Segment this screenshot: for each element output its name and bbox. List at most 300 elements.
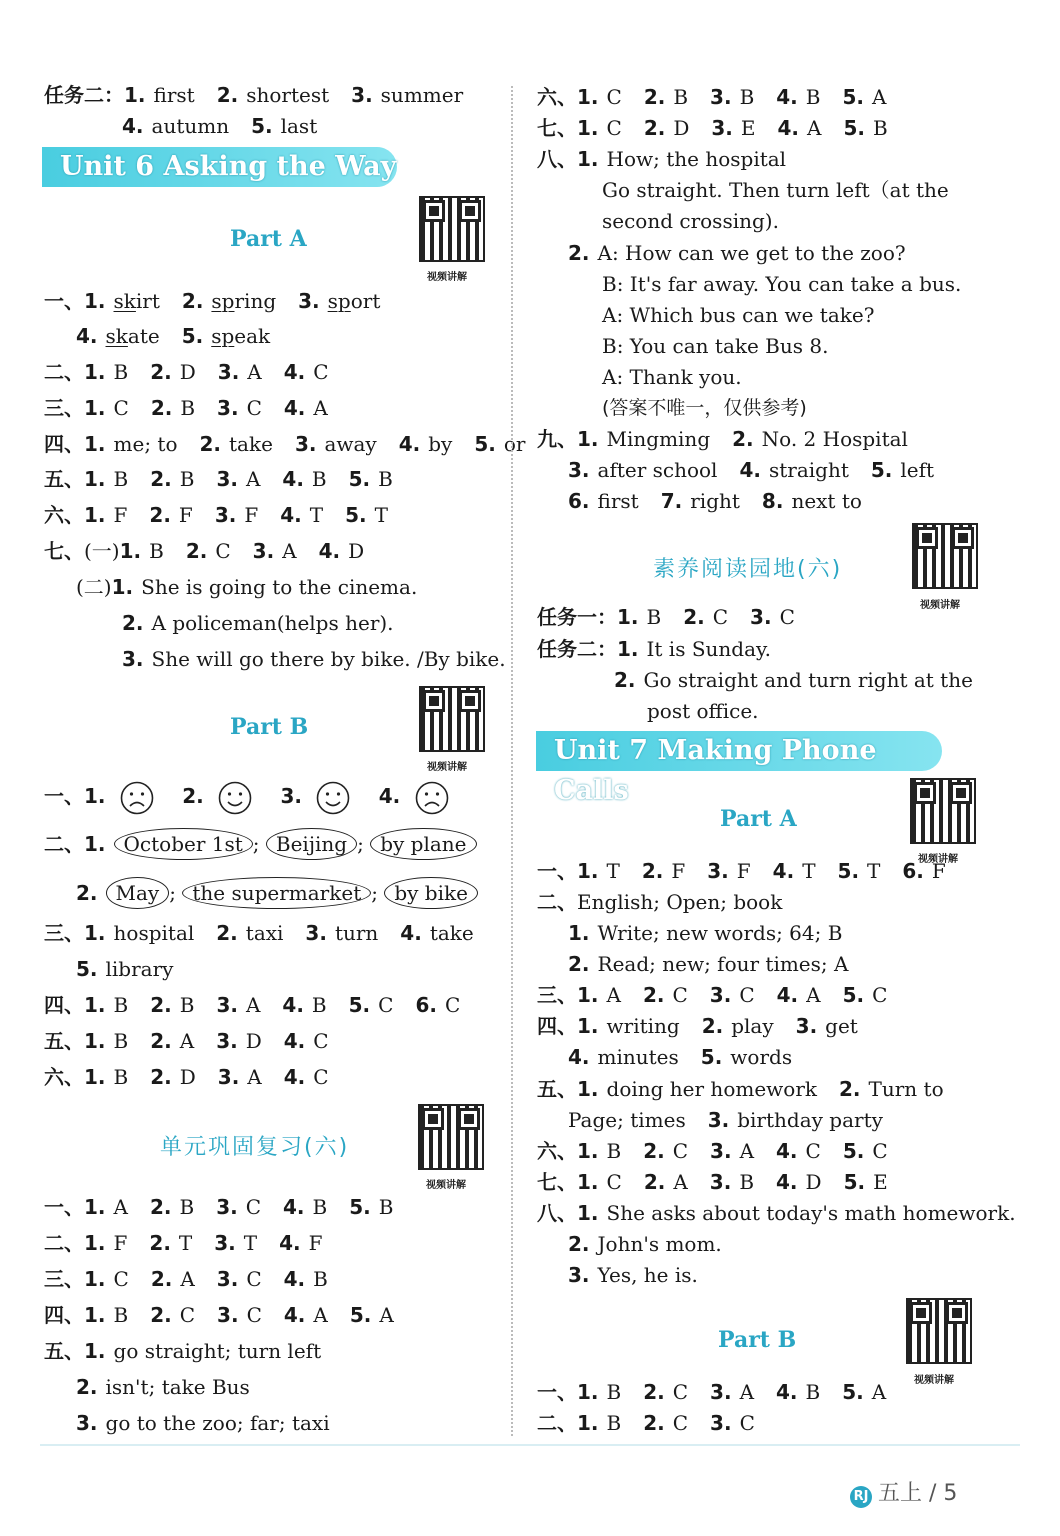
answer-row: 3. go to the zoo; far; taxi [76, 1411, 330, 1435]
answer-row [537, 858, 946, 884]
item-number: 2. [150, 1065, 172, 1089]
answer-row [537, 115, 888, 141]
item-answer: T [606, 859, 620, 883]
item-answer: F [931, 859, 946, 883]
answer-row [44, 395, 328, 421]
answer-row [44, 1266, 328, 1292]
item-answer: D [805, 1170, 822, 1194]
item-number: 5. [842, 85, 864, 109]
answer-row: 一、1. skirt 2. spring 3. sport [44, 289, 381, 313]
item-answer: E [740, 116, 756, 140]
qr-caption: 视频讲解 [426, 1180, 466, 1191]
item-answer: F [671, 859, 686, 883]
item-answer: T [178, 1231, 193, 1255]
item-answer: B [179, 1195, 195, 1219]
sad-face-icon [415, 781, 449, 815]
qr-caption: 视频讲解 [427, 272, 467, 283]
item-answer: C [113, 1267, 129, 1291]
item-answer: T [243, 1231, 258, 1255]
item-number: 2. [641, 859, 664, 883]
section-label: 三、 [537, 983, 577, 1007]
item-number: 4. [280, 503, 302, 527]
item-answer: B [179, 993, 195, 1017]
answer-row [44, 502, 388, 528]
item-number: 1. [577, 85, 599, 109]
item-answer: B [113, 1029, 129, 1053]
item-number: 5. [349, 1303, 372, 1327]
section-label: 二、 [44, 1231, 84, 1255]
item-answer: C [179, 1303, 196, 1327]
item-number: 3. [217, 360, 240, 384]
item-number: 4. [283, 1029, 306, 1053]
answer-row: 2. John's mom. [568, 1232, 722, 1256]
answer-row: 2. Read; new; four times; A [568, 952, 849, 976]
item-number: 4. [776, 983, 799, 1007]
item-number: 4. [772, 859, 795, 883]
item-number: 3. [710, 85, 732, 109]
answer-row: 5. library [76, 957, 174, 981]
item-answer: A [673, 1170, 688, 1194]
task-label: 任务二： [44, 83, 124, 107]
answer-line: B: You can take Bus 8. [602, 334, 829, 358]
item-answer: B [179, 467, 195, 491]
item-answer: B [739, 85, 755, 109]
item-number: 3. [710, 1380, 732, 1404]
circled-answer: Beijing [266, 828, 357, 860]
item-answer: B [311, 467, 327, 491]
item-number: 5. [843, 1170, 866, 1194]
item-number: 2. [149, 1195, 172, 1219]
item-number: 3. [216, 993, 238, 1017]
left-task2-line2: 4. autumn 5. last [122, 114, 318, 138]
item-answer: C [739, 983, 755, 1007]
item-number: 2. [199, 432, 222, 456]
item-number: 4. [279, 1231, 301, 1255]
circled-answer: by plane [370, 828, 476, 860]
answer-line: post office. [647, 699, 759, 723]
item-answer: A [379, 1303, 394, 1327]
item-number: 4. [777, 116, 800, 140]
item-answer: D [179, 360, 196, 384]
answer-row: 五、1. doing her homework 2. Turn to [537, 1077, 944, 1101]
answer-note: (答案不唯一，仅供参考) [602, 397, 807, 419]
item-answer: B [805, 1380, 821, 1404]
item-answer: A [807, 116, 822, 140]
item-answer: B [378, 1195, 394, 1219]
item-answer: B [311, 993, 327, 1017]
answer-row: 2. isn't; take Bus [76, 1375, 250, 1399]
item-number: 1. [84, 1231, 106, 1255]
item-answer: F [308, 1231, 323, 1255]
section-label: 二、 [44, 360, 84, 384]
item-answer: by [428, 432, 453, 456]
item-answer: F [244, 503, 259, 527]
item-answer: B [606, 1411, 622, 1435]
item-number: 4. [776, 85, 798, 109]
item-answer: C [246, 1303, 262, 1327]
answer-row: 二、English; Open; book [537, 890, 783, 914]
reading-heading: 素养阅读园地(六) [653, 557, 843, 582]
answer-row: 四、1. writing 2. play 3. get [537, 1014, 858, 1038]
item-answer: B [180, 396, 196, 420]
item-answer: B [606, 1380, 622, 1404]
answer-row: 4. minutes 5. words [568, 1045, 793, 1069]
item-answer: away [324, 432, 377, 456]
item-number: 1. [84, 1065, 106, 1089]
item-answer: A [872, 85, 887, 109]
item-answer: or [503, 432, 526, 456]
answer-row: 八、1. How; the hospital [537, 147, 787, 171]
item-answer: A [739, 1380, 755, 1404]
circled-answer: the supermarket [182, 877, 371, 909]
item-number: 2. [149, 1231, 171, 1255]
item-number: 4. [283, 1065, 306, 1089]
part-a-heading: Part A [720, 806, 797, 832]
answer-line: second crossing). [602, 209, 779, 233]
item-answer: C [672, 1139, 689, 1163]
item-number: 2. [150, 993, 172, 1017]
item-answer: C [444, 993, 461, 1017]
item-answer: A [313, 396, 328, 420]
section-label: 七、 [537, 1170, 577, 1194]
item-number: 2. [149, 503, 171, 527]
item-number: 1. [84, 360, 106, 384]
item-number: 5. [842, 983, 865, 1007]
item-number: 1. [84, 1303, 106, 1327]
qr-caption: 视频讲解 [914, 1375, 954, 1386]
section-label: 六、 [44, 503, 84, 527]
qr-caption: 视频讲解 [920, 600, 960, 611]
item-number: 1. [84, 467, 106, 491]
edition-badge: RJ [850, 1486, 872, 1508]
item-answer: T [802, 859, 816, 883]
item-answer: A [179, 1029, 195, 1053]
item-number: 3. [710, 1411, 732, 1435]
item-answer: B [606, 1139, 622, 1163]
answer-row [537, 1138, 888, 1164]
item-number: 5. [837, 859, 860, 883]
item-number: 1. [84, 503, 106, 527]
section-label: 四、 [44, 993, 84, 1017]
item-answer: C [739, 1411, 755, 1435]
item-answer: take [229, 432, 273, 456]
item-answer: B [739, 1170, 755, 1194]
answer-row [537, 1169, 888, 1195]
answer-row: 3. She will go there by bike. /By bike. [122, 647, 506, 671]
item-answer: A [806, 983, 821, 1007]
answer-row: 三、1. hospital 2. taxi 3. turn 4. take [44, 921, 474, 945]
section-label: 二、 [537, 1411, 577, 1435]
answer-line: A: Thank you. [602, 365, 742, 389]
item-answer: D [673, 116, 690, 140]
answer-row: 任务一：1. B 2. C 3. C [537, 605, 795, 629]
answer-row: 2. Go straight and turn right at the [614, 668, 973, 692]
item-answer: B [378, 467, 393, 491]
item-answer: C [672, 1380, 689, 1404]
item-answer: C [246, 396, 262, 420]
item-answer: D [245, 1029, 262, 1053]
item-answer: C [313, 1029, 329, 1053]
item-number: 3. [294, 432, 317, 456]
part-b-heading: Part B [718, 1327, 797, 1353]
item-number: 4. [283, 1195, 305, 1219]
item-answer: B [312, 1195, 328, 1219]
item-number: 2. [643, 85, 666, 109]
item-number: 5. [345, 503, 367, 527]
item-number: 1. [577, 859, 599, 883]
item-number: 3. [217, 1303, 239, 1327]
footer-rule [40, 1444, 1020, 1446]
item-answer: T [309, 503, 324, 527]
item-number: 1. [577, 116, 599, 140]
item-number: 2. [643, 116, 666, 140]
left-task2-line1: 任务二：1. first 2. shortest 3. summer [44, 83, 464, 107]
item-answer: C [606, 85, 622, 109]
item-answer: F [736, 859, 751, 883]
answer-row [44, 1064, 329, 1090]
item-answer: C [378, 993, 394, 1017]
answer-row: 2. A policeman(helps her). [122, 611, 394, 635]
item-number: 3. [214, 503, 237, 527]
qr-code-icon[interactable] [419, 196, 485, 262]
item-number: 1. [84, 1029, 106, 1053]
answer-row [44, 1028, 329, 1054]
item-answer: C [313, 1065, 329, 1089]
item-number: 2. [643, 1170, 666, 1194]
item-number: 1. [84, 1195, 106, 1219]
item-answer: D [179, 1065, 196, 1089]
unit6-banner: Unit 6 Asking the Way [42, 147, 397, 187]
answer-row: 2. A: How can we get to the zoo? [568, 241, 906, 265]
item-number: 5. [348, 467, 371, 491]
item-number: 2. [150, 360, 172, 384]
answer-line: B: It's far away. You can take a bus. [602, 272, 962, 296]
item-number: 2. [150, 467, 172, 491]
item-answer: C [113, 396, 129, 420]
section-label: 四、 [44, 432, 84, 456]
item-answer: B [113, 993, 129, 1017]
item-number: 5. [842, 1139, 865, 1163]
item-number: 6. [415, 993, 437, 1017]
answer-row [44, 1230, 323, 1256]
section-label: 五、 [44, 467, 84, 491]
section-label: 七、 [537, 116, 577, 140]
answer-row: 五、1. go straight; turn left [44, 1339, 322, 1363]
item-number: 4. [283, 396, 306, 420]
item-number: 4. [282, 993, 304, 1017]
answer-row [537, 1379, 886, 1405]
item-answer: T [374, 503, 388, 527]
item-number: 3. [214, 1231, 236, 1255]
item-number: 2. [643, 1139, 665, 1163]
item-number: 1. [577, 983, 599, 1007]
section-label: 六、 [537, 1139, 577, 1163]
answer-row [44, 431, 525, 457]
qr-code-icon[interactable] [418, 1104, 484, 1170]
item-answer: me; to [113, 432, 178, 456]
oval-row: 2. May ; the supermarket ; by bike [76, 876, 478, 910]
item-answer: A [245, 467, 261, 491]
section-label: 三、 [44, 1267, 84, 1291]
item-answer: C [606, 116, 622, 140]
item-number: 1. [577, 1170, 599, 1194]
item-number: 4. [283, 1267, 306, 1291]
item-number: 3. [710, 1139, 732, 1163]
answer-row [537, 84, 886, 110]
item-number: 1. [84, 993, 106, 1017]
item-number: 3. [217, 1065, 240, 1089]
item-number: 4. [282, 467, 304, 491]
item-number: 1. [577, 1380, 599, 1404]
item-number: 3. [216, 1195, 238, 1219]
item-number: 1. [577, 1411, 599, 1435]
item-answer: A [606, 983, 621, 1007]
item-answer: C [672, 983, 688, 1007]
circled-answer: by bike [384, 877, 478, 909]
qr-code-icon[interactable] [910, 778, 976, 844]
answer-row [537, 1410, 755, 1436]
qr-code-icon[interactable] [419, 686, 485, 752]
answer-row [44, 1194, 393, 1220]
item-answer: B [805, 85, 821, 109]
item-number: 2. [642, 983, 665, 1007]
item-answer: B [673, 85, 689, 109]
item-answer: F [113, 1231, 128, 1255]
part-a-heading: Part A [230, 226, 307, 252]
sad-face-icon [120, 781, 154, 815]
item-answer: C [872, 983, 888, 1007]
item-answer: B [113, 1065, 129, 1089]
faces-row: 一、1. 2. 3. 4. [44, 778, 449, 815]
item-number: 3. [216, 1267, 239, 1291]
item-answer: C [246, 1267, 262, 1291]
item-answer: C [672, 1411, 689, 1435]
answer-row [44, 992, 460, 1018]
part-b-heading: Part B [230, 714, 309, 740]
section-label: 六、 [44, 1065, 84, 1089]
answer-row [44, 1302, 394, 1328]
item-answer: B [113, 360, 129, 384]
item-number: 5. [348, 993, 371, 1017]
answer-row: 七、(一)1. B 2. C 3. A 4. D [44, 539, 365, 563]
answer-line: A: Which bus can we take? [602, 303, 875, 327]
item-answer: T [867, 859, 881, 883]
item-answer: A [113, 1195, 128, 1219]
item-answer: A [247, 360, 262, 384]
item-answer: F [178, 503, 193, 527]
review-heading: 单元巩固复习(六) [160, 1135, 350, 1160]
item-number: 4. [398, 432, 421, 456]
happy-face-icon [316, 781, 350, 815]
item-number: 3. [709, 1170, 732, 1194]
item-number: 5. [842, 1380, 864, 1404]
item-number: 2. [150, 1303, 172, 1327]
qr-code-icon[interactable] [906, 1298, 972, 1364]
section-label: 三、 [44, 396, 84, 420]
item-number: 1. [84, 396, 106, 420]
item-number: 1. [84, 432, 106, 456]
page-footer [850, 1476, 957, 1508]
item-answer: A [313, 1303, 328, 1327]
item-answer: C [606, 1170, 622, 1194]
item-number: 4. [283, 1303, 306, 1327]
answer-row: 九、1. Mingming 2. No. 2 Hospital [537, 427, 908, 451]
answer-row: 3. Yes, he is. [568, 1263, 698, 1287]
section-label: 五、 [44, 1029, 84, 1053]
section-label: 一、 [44, 1195, 84, 1219]
item-number: 1. [577, 1139, 599, 1163]
item-answer: A [180, 1267, 195, 1291]
item-number: 3. [217, 396, 239, 420]
circled-answer: May [106, 877, 170, 909]
item-answer: E [873, 1170, 888, 1194]
item-number: 3. [711, 116, 733, 140]
item-answer: B [113, 1303, 129, 1327]
item-number: 3. [216, 1029, 238, 1053]
item-number: 1. [84, 1267, 106, 1291]
answer-row: 任务二：1. It is Sunday. [537, 637, 772, 661]
answer-row: 4. skate 5. speak [76, 324, 271, 348]
section-label: 六、 [537, 85, 577, 109]
item-number: 4. [776, 1139, 798, 1163]
item-number: 4. [776, 1380, 798, 1404]
unit7-banner: Unit 7 Making Phone Calls [536, 731, 942, 771]
answer-row: 八、1. She asks about today's math homework. [537, 1201, 1016, 1225]
section-label: 一、 [537, 859, 577, 883]
item-answer: C [805, 1139, 821, 1163]
qr-caption: 视频讲解 [427, 762, 467, 773]
item-number: 3. [709, 983, 732, 1007]
answer-row: 3. after school 4. straight 5. left [568, 458, 935, 482]
item-answer: C [872, 1139, 888, 1163]
item-number: 2. [643, 1380, 665, 1404]
item-answer: C [313, 360, 329, 384]
item-number: 2. [150, 1029, 172, 1053]
item-answer: A [871, 1380, 887, 1404]
answer-row: 1. Write; new words; 64; B [568, 921, 843, 945]
section-label: 一、 [537, 1380, 577, 1404]
qr-caption: 视频讲解 [918, 854, 958, 865]
answer-row [537, 982, 887, 1008]
page-number: 五上 / 5 [878, 1481, 958, 1506]
item-number: 2. [150, 396, 173, 420]
item-number: 4. [776, 1170, 798, 1194]
item-answer: A [247, 1065, 262, 1089]
item-number: 6. [902, 859, 924, 883]
item-answer: A [739, 1139, 755, 1163]
item-answer: F [113, 503, 128, 527]
item-number: 3. [216, 467, 238, 491]
answer-line: Go straight. Then turn left（at the [602, 178, 949, 202]
item-number: 3. [707, 859, 729, 883]
oval-row: 二、1. October 1st ; Beijing ; by plane [44, 827, 477, 861]
item-answer: B [113, 467, 129, 491]
answer-row: (二)1. She is going to the cinema. [76, 575, 418, 599]
section-label: 四、 [44, 1303, 84, 1327]
column-divider [511, 86, 513, 1436]
item-number: 5. [474, 432, 496, 456]
answer-row [44, 359, 329, 385]
item-number: 5. [843, 116, 865, 140]
item-answer: B [873, 116, 888, 140]
item-number: 2. [150, 1267, 173, 1291]
qr-code-icon[interactable] [912, 523, 978, 589]
circled-answer: October 1st [114, 828, 253, 860]
answer-row [44, 466, 393, 492]
item-number: 2. [643, 1411, 665, 1435]
item-number: 5. [349, 1195, 371, 1219]
answer-row: 6. first 7. right 8. next to [568, 489, 862, 513]
